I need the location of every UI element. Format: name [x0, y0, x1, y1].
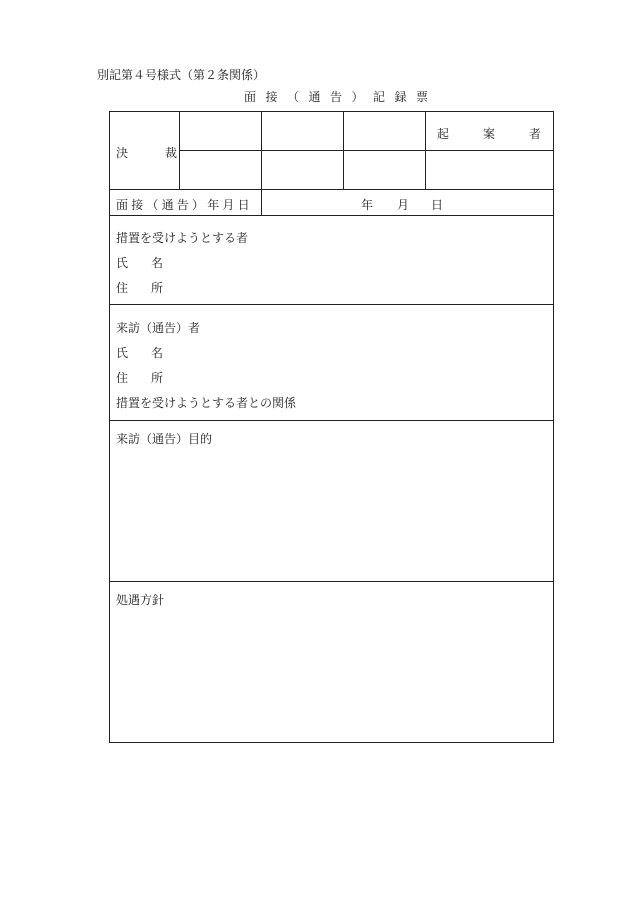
section-divider [109, 215, 554, 216]
approval-seal-box[interactable] [180, 151, 261, 189]
approval-signature-box[interactable] [344, 112, 425, 150]
purpose-heading: 来訪（通告）目的 [116, 432, 213, 446]
subject-name-label: 氏名 [116, 256, 187, 270]
visitor-address-label: 住所 [116, 371, 187, 385]
subject-heading: 措置を受けようとする者 [116, 231, 249, 245]
visitor-relation-label: 措置を受けようとする者との関係 [116, 396, 297, 410]
purpose-entry-area[interactable] [110, 446, 553, 580]
policy-entry-area[interactable] [110, 607, 553, 742]
visitor-heading: 来訪（通告）者 [116, 321, 201, 335]
approval-seal-box[interactable] [344, 151, 425, 189]
approval-seal-box[interactable] [262, 151, 343, 189]
date-row-label: 面接（通告）年月日 [116, 198, 253, 212]
form-id: 別記第４号様式（第２条関係） [97, 68, 266, 82]
drafter-seal-box[interactable] [426, 151, 553, 189]
section-divider [109, 581, 554, 582]
section-divider [109, 189, 554, 190]
subject-address-label: 住所 [116, 281, 187, 295]
policy-heading: 処遇方針 [116, 593, 165, 607]
approval-signature-box[interactable] [180, 112, 261, 150]
date-month-unit: 月 [397, 198, 410, 212]
date-year-unit: 年 [361, 198, 374, 212]
document-title: 面接（通告）記録票 [244, 90, 438, 104]
section-divider [109, 304, 554, 305]
approval-signature-box[interactable] [262, 112, 343, 150]
drafter-label: 起案者 [437, 127, 576, 141]
section-divider [109, 420, 554, 421]
date-day-unit: 日 [431, 198, 444, 212]
visitor-name-label: 氏名 [116, 346, 187, 360]
approval-label: 決裁 [116, 146, 215, 160]
